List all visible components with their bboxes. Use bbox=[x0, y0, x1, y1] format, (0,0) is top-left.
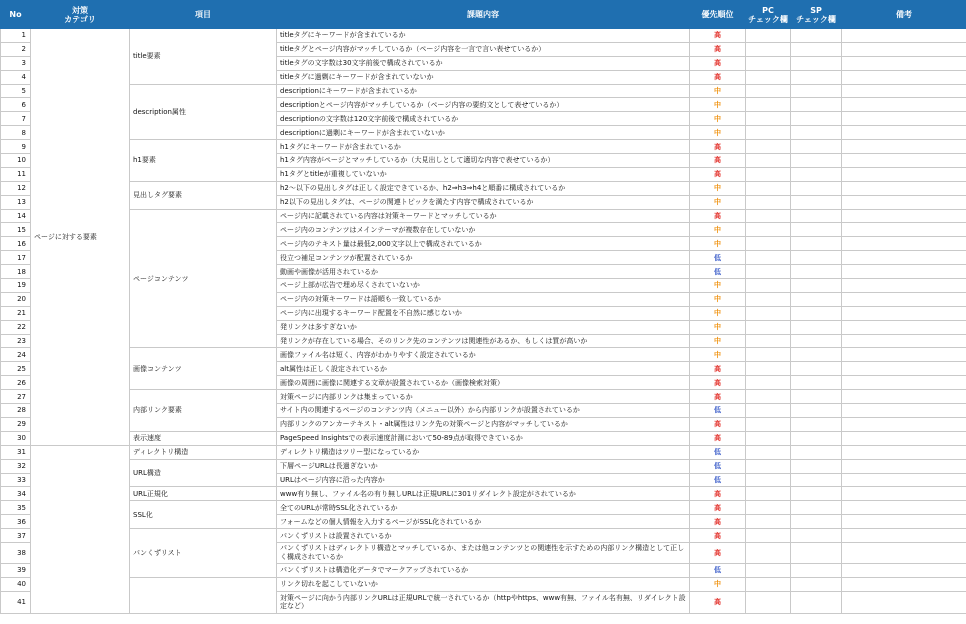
sp-check-cell[interactable] bbox=[791, 279, 842, 293]
content-cell: 役立つ補足コンテンツが配置されているか bbox=[277, 251, 690, 265]
row-number: 16 bbox=[1, 237, 31, 251]
row-number: 24 bbox=[1, 348, 31, 362]
sp-check-cell[interactable] bbox=[791, 542, 842, 563]
row-number: 14 bbox=[1, 209, 31, 223]
note-cell[interactable] bbox=[842, 154, 966, 168]
note-cell[interactable] bbox=[842, 542, 966, 563]
row-number: 39 bbox=[1, 563, 31, 577]
header-pc-line1: PC bbox=[762, 5, 774, 15]
priority-cell: 高 bbox=[690, 362, 746, 376]
sp-check-cell[interactable] bbox=[791, 390, 842, 404]
sp-check-cell[interactable] bbox=[791, 98, 842, 112]
header-no: No bbox=[1, 1, 31, 29]
pc-check-cell[interactable] bbox=[746, 181, 791, 195]
priority-cell: 中 bbox=[690, 223, 746, 237]
note-cell[interactable] bbox=[842, 84, 966, 98]
pc-check-cell[interactable] bbox=[746, 542, 791, 563]
header-item: 項目 bbox=[130, 1, 277, 29]
pc-check-cell[interactable] bbox=[746, 306, 791, 320]
content-cell: サイト内の関連するページのコンテンツ内（メニュー以外）から内部リンクが設置されているか bbox=[277, 404, 690, 418]
pc-check-cell[interactable] bbox=[746, 459, 791, 473]
note-cell[interactable] bbox=[842, 29, 966, 43]
row-number: 20 bbox=[1, 292, 31, 306]
row-number: 12 bbox=[1, 181, 31, 195]
table-row bbox=[1, 431, 966, 445]
priority-cell: 高 bbox=[690, 70, 746, 84]
pc-check-cell[interactable] bbox=[746, 431, 791, 445]
content-cell: パンくずリストはディレクトリ構造とマッチしているか、または他コンテンツとの関連性を示すための内部リンク構造として正しく構成されているか bbox=[277, 542, 690, 563]
row-number: 23 bbox=[1, 334, 31, 348]
sp-check-cell[interactable] bbox=[791, 577, 842, 591]
content-cell: URLはページ内容に沿った内容か bbox=[277, 473, 690, 487]
pc-check-cell[interactable] bbox=[746, 56, 791, 70]
priority-cell: 中 bbox=[690, 84, 746, 98]
row-number: 19 bbox=[1, 279, 31, 293]
pc-check-cell[interactable] bbox=[746, 376, 791, 390]
sp-check-cell[interactable] bbox=[791, 84, 842, 98]
sp-check-cell[interactable] bbox=[791, 29, 842, 43]
sp-check-cell[interactable] bbox=[791, 591, 842, 613]
sp-check-cell[interactable] bbox=[791, 529, 842, 543]
content-cell: titleタグにキーワードが含まれているか bbox=[277, 29, 690, 43]
item-cell: ページコンテンツ bbox=[130, 209, 277, 348]
note-cell[interactable] bbox=[842, 473, 966, 487]
sp-check-cell[interactable] bbox=[791, 348, 842, 362]
priority-cell: 高 bbox=[690, 487, 746, 501]
row-number: 2 bbox=[1, 42, 31, 56]
content-cell: 全てのURLが常時SSL化されているか bbox=[277, 501, 690, 515]
note-cell[interactable] bbox=[842, 195, 966, 209]
note-cell[interactable] bbox=[842, 237, 966, 251]
header-category bbox=[31, 1, 130, 29]
sp-check-cell[interactable] bbox=[791, 126, 842, 140]
priority-cell: 中 bbox=[690, 348, 746, 362]
pc-check-cell[interactable] bbox=[746, 487, 791, 501]
sp-check-cell[interactable] bbox=[791, 334, 842, 348]
item-cell: URL構造 bbox=[130, 459, 277, 487]
item-cell: 表示速度 bbox=[130, 431, 277, 445]
item-cell bbox=[130, 577, 277, 613]
pc-check-cell[interactable] bbox=[746, 98, 791, 112]
note-cell[interactable] bbox=[842, 56, 966, 70]
note-cell[interactable] bbox=[842, 431, 966, 445]
priority-cell: 中 bbox=[690, 306, 746, 320]
priority-cell: 中 bbox=[690, 279, 746, 293]
note-cell[interactable] bbox=[842, 348, 966, 362]
content-cell: h2以下の見出しタグは、ページの関連トピックを満たす内容で構成されているか bbox=[277, 195, 690, 209]
sp-check-cell[interactable] bbox=[791, 112, 842, 126]
pc-check-cell[interactable] bbox=[746, 417, 791, 431]
priority-cell: 低 bbox=[690, 265, 746, 279]
content-cell: descriptionとページ内容がマッチしているか（ページ内容の要約文として表せているか） bbox=[277, 98, 690, 112]
sp-check-cell[interactable] bbox=[791, 487, 842, 501]
item-cell: SSL化 bbox=[130, 501, 277, 529]
note-cell[interactable] bbox=[842, 279, 966, 293]
content-cell: h2～以下の見出しタグは正しく設定できているか、h2⇒h3⇒h4と順番に構成されているか bbox=[277, 181, 690, 195]
sp-check-cell[interactable] bbox=[791, 563, 842, 577]
priority-cell: 高 bbox=[690, 56, 746, 70]
priority-cell: 低 bbox=[690, 404, 746, 418]
pc-check-cell[interactable] bbox=[746, 154, 791, 168]
priority-cell: 低 bbox=[690, 473, 746, 487]
row-number: 26 bbox=[1, 376, 31, 390]
pc-check-cell[interactable] bbox=[746, 445, 791, 459]
priority-cell: 低 bbox=[690, 459, 746, 473]
item-cell: 内部リンク要素 bbox=[130, 390, 277, 432]
header-note: 備考 bbox=[842, 1, 966, 29]
content-cell: titleタグに過剰にキーワードが含まれていないか bbox=[277, 70, 690, 84]
sp-check-cell[interactable] bbox=[791, 181, 842, 195]
priority-cell: 低 bbox=[690, 563, 746, 577]
content-cell: 対策ページに内部リンクは集まっているか bbox=[277, 390, 690, 404]
content-cell: 内部リンクのアンカーテキスト・alt属性はリンク先の対策ページと内容がマッチしているか bbox=[277, 417, 690, 431]
note-cell[interactable] bbox=[842, 126, 966, 140]
row-number: 10 bbox=[1, 154, 31, 168]
note-cell[interactable] bbox=[842, 98, 966, 112]
header-row bbox=[1, 1, 966, 29]
sp-check-cell[interactable] bbox=[791, 362, 842, 376]
pc-check-cell[interactable] bbox=[746, 279, 791, 293]
pc-check-cell[interactable] bbox=[746, 362, 791, 376]
sp-check-cell[interactable] bbox=[791, 292, 842, 306]
sp-check-cell[interactable] bbox=[791, 431, 842, 445]
content-cell: ページ上部が広告で埋め尽くされていないか bbox=[277, 279, 690, 293]
row-number: 13 bbox=[1, 195, 31, 209]
pc-check-cell[interactable] bbox=[746, 591, 791, 613]
category-cell bbox=[31, 445, 130, 613]
header-sp-check bbox=[791, 1, 842, 29]
note-cell[interactable] bbox=[842, 577, 966, 591]
pc-check-cell[interactable] bbox=[746, 348, 791, 362]
content-cell: ページ内の対策キーワードは語順も一致しているか bbox=[277, 292, 690, 306]
priority-cell: 高 bbox=[690, 431, 746, 445]
pc-check-cell[interactable] bbox=[746, 42, 791, 56]
sp-check-cell[interactable] bbox=[791, 223, 842, 237]
note-cell[interactable] bbox=[842, 501, 966, 515]
row-number: 34 bbox=[1, 487, 31, 501]
pc-check-cell[interactable] bbox=[746, 529, 791, 543]
item-cell: 見出しタグ要素 bbox=[130, 181, 277, 209]
table-row bbox=[1, 577, 966, 591]
row-number: 18 bbox=[1, 265, 31, 279]
pc-check-cell[interactable] bbox=[746, 112, 791, 126]
note-cell[interactable] bbox=[842, 404, 966, 418]
row-number: 8 bbox=[1, 126, 31, 140]
note-cell[interactable] bbox=[842, 42, 966, 56]
row-number: 22 bbox=[1, 320, 31, 334]
note-cell[interactable] bbox=[842, 70, 966, 84]
content-cell: 発リンクが存在している場合、そのリンク先のコンテンツは関連性があるか、もしくは質が高いか bbox=[277, 334, 690, 348]
sp-check-cell[interactable] bbox=[791, 140, 842, 154]
row-number: 27 bbox=[1, 390, 31, 404]
content-cell: titleタグとページ内容がマッチしているか（ページ内容を一言で言い表せているか） bbox=[277, 42, 690, 56]
row-number: 25 bbox=[1, 362, 31, 376]
row-number: 3 bbox=[1, 56, 31, 70]
pc-check-cell[interactable] bbox=[746, 320, 791, 334]
row-number: 6 bbox=[1, 98, 31, 112]
priority-cell: 高 bbox=[690, 29, 746, 43]
note-cell[interactable] bbox=[842, 591, 966, 613]
content-cell: titleタグの文字数は30文字前後で構成されているか bbox=[277, 56, 690, 70]
row-number: 35 bbox=[1, 501, 31, 515]
priority-cell: 中 bbox=[690, 334, 746, 348]
pc-check-cell[interactable] bbox=[746, 251, 791, 265]
priority-cell: 高 bbox=[690, 515, 746, 529]
row-number: 33 bbox=[1, 473, 31, 487]
priority-cell: 低 bbox=[690, 251, 746, 265]
note-cell[interactable] bbox=[842, 563, 966, 577]
content-cell: descriptionにキーワードが含まれているか bbox=[277, 84, 690, 98]
table-row bbox=[1, 29, 966, 43]
item-cell: title要素 bbox=[130, 29, 277, 85]
content-cell: フォームなどの個人情報を入力するページがSSL化されているか bbox=[277, 515, 690, 529]
note-cell[interactable] bbox=[842, 417, 966, 431]
content-cell: 画像ファイル名は短く、内容がわかりやすく設定されているか bbox=[277, 348, 690, 362]
priority-cell: 高 bbox=[690, 529, 746, 543]
row-number: 29 bbox=[1, 417, 31, 431]
priority-cell: 高 bbox=[690, 140, 746, 154]
sp-check-cell[interactable] bbox=[791, 154, 842, 168]
row-number: 21 bbox=[1, 306, 31, 320]
content-cell: ページ内のテキスト量は最低2,000文字以上で構成されているか bbox=[277, 237, 690, 251]
priority-cell: 高 bbox=[690, 390, 746, 404]
pc-check-cell[interactable] bbox=[746, 84, 791, 98]
pc-check-cell[interactable] bbox=[746, 223, 791, 237]
table-body bbox=[1, 29, 966, 614]
row-number: 11 bbox=[1, 167, 31, 181]
sp-check-cell[interactable] bbox=[791, 320, 842, 334]
row-number: 32 bbox=[1, 459, 31, 473]
pc-check-cell[interactable] bbox=[746, 126, 791, 140]
note-cell[interactable] bbox=[842, 209, 966, 223]
row-number: 38 bbox=[1, 542, 31, 563]
priority-cell: 中 bbox=[690, 292, 746, 306]
sp-check-cell[interactable] bbox=[791, 445, 842, 459]
priority-cell: 中 bbox=[690, 237, 746, 251]
priority-cell: 高 bbox=[690, 209, 746, 223]
priority-cell: 中 bbox=[690, 98, 746, 112]
header-sp-line2: チェック欄 bbox=[796, 14, 836, 24]
row-number: 4 bbox=[1, 70, 31, 84]
note-cell[interactable] bbox=[842, 140, 966, 154]
note-cell[interactable] bbox=[842, 529, 966, 543]
header-pc-check bbox=[746, 1, 791, 29]
sp-check-cell[interactable] bbox=[791, 306, 842, 320]
sp-check-cell[interactable] bbox=[791, 56, 842, 70]
priority-cell: 高 bbox=[690, 42, 746, 56]
priority-cell: 中 bbox=[690, 112, 746, 126]
content-cell: ディレクトリ構造はツリー型になっているか bbox=[277, 445, 690, 459]
sp-check-cell[interactable] bbox=[791, 473, 842, 487]
sp-check-cell[interactable] bbox=[791, 195, 842, 209]
content-cell: リンク切れを起こしていないか bbox=[277, 577, 690, 591]
sp-check-cell[interactable] bbox=[791, 42, 842, 56]
note-cell[interactable] bbox=[842, 362, 966, 376]
priority-cell: 中 bbox=[690, 195, 746, 209]
priority-cell: 低 bbox=[690, 445, 746, 459]
sp-check-cell[interactable] bbox=[791, 501, 842, 515]
header-pc-line2: チェック欄 bbox=[748, 14, 788, 24]
table-row bbox=[1, 459, 966, 473]
pc-check-cell[interactable] bbox=[746, 195, 791, 209]
note-cell[interactable] bbox=[842, 265, 966, 279]
table-row bbox=[1, 209, 966, 223]
category-cell: ページに対する要素 bbox=[31, 29, 130, 446]
content-cell: www有り無し、ファイル名の有り無しURLは正規URLに301リダイレクト設定がされているか bbox=[277, 487, 690, 501]
priority-cell: 中 bbox=[690, 181, 746, 195]
content-cell: ページ内のコンテンツはメインテーマが複数存在していないか bbox=[277, 223, 690, 237]
priority-cell: 高 bbox=[690, 501, 746, 515]
table-row bbox=[1, 501, 966, 515]
note-cell[interactable] bbox=[842, 223, 966, 237]
priority-cell: 高 bbox=[690, 167, 746, 181]
note-cell[interactable] bbox=[842, 445, 966, 459]
pc-check-cell[interactable] bbox=[746, 473, 791, 487]
sp-check-cell[interactable] bbox=[791, 209, 842, 223]
pc-check-cell[interactable] bbox=[746, 209, 791, 223]
item-cell: パンくずリスト bbox=[130, 529, 277, 578]
content-cell: descriptionに過剰にキーワードが含まれていないか bbox=[277, 126, 690, 140]
priority-cell: 高 bbox=[690, 376, 746, 390]
row-number: 5 bbox=[1, 84, 31, 98]
priority-cell: 中 bbox=[690, 126, 746, 140]
note-cell[interactable] bbox=[842, 376, 966, 390]
sp-check-cell[interactable] bbox=[791, 265, 842, 279]
content-cell: ページ内に記載されている内容は対策キーワードとマッチしているか bbox=[277, 209, 690, 223]
sp-check-cell[interactable] bbox=[791, 417, 842, 431]
table-row bbox=[1, 529, 966, 543]
sp-check-cell[interactable] bbox=[791, 167, 842, 181]
row-number: 28 bbox=[1, 404, 31, 418]
item-cell: h1要素 bbox=[130, 140, 277, 182]
item-cell: 画像コンテンツ bbox=[130, 348, 277, 390]
row-number: 17 bbox=[1, 251, 31, 265]
note-cell[interactable] bbox=[842, 390, 966, 404]
table-row bbox=[1, 445, 966, 459]
row-number: 40 bbox=[1, 577, 31, 591]
sp-check-cell[interactable] bbox=[791, 70, 842, 84]
content-cell: h1タグ内容がページとマッチしているか（大見出しとして適切な内容で表せているか） bbox=[277, 154, 690, 168]
pc-check-cell[interactable] bbox=[746, 515, 791, 529]
priority-cell: 高 bbox=[690, 417, 746, 431]
priority-cell: 中 bbox=[690, 320, 746, 334]
pc-check-cell[interactable] bbox=[746, 577, 791, 591]
header-category-line1: 対策 bbox=[72, 5, 88, 15]
table-row bbox=[1, 181, 966, 195]
header-category-line2: カテゴリ bbox=[64, 14, 96, 24]
sp-check-cell[interactable] bbox=[791, 376, 842, 390]
pc-check-cell[interactable] bbox=[746, 167, 791, 181]
priority-cell: 高 bbox=[690, 154, 746, 168]
row-number: 31 bbox=[1, 445, 31, 459]
priority-cell: 高 bbox=[690, 542, 746, 563]
content-cell: ページ内に出現するキーワード配置を不自然に感じないか bbox=[277, 306, 690, 320]
note-cell[interactable] bbox=[842, 251, 966, 265]
sp-check-cell[interactable] bbox=[791, 404, 842, 418]
sp-check-cell[interactable] bbox=[791, 237, 842, 251]
row-number: 7 bbox=[1, 112, 31, 126]
sp-check-cell[interactable] bbox=[791, 459, 842, 473]
content-cell: h1タグとtitleが重複していないか bbox=[277, 167, 690, 181]
table-row bbox=[1, 84, 966, 98]
note-cell[interactable] bbox=[842, 306, 966, 320]
content-cell: descriptionの文字数は120文字前後で構成されているか bbox=[277, 112, 690, 126]
row-number: 37 bbox=[1, 529, 31, 543]
row-number: 9 bbox=[1, 140, 31, 154]
row-number: 41 bbox=[1, 591, 31, 613]
item-cell: ディレクトリ構造 bbox=[130, 445, 277, 459]
note-cell[interactable] bbox=[842, 334, 966, 348]
row-number: 36 bbox=[1, 515, 31, 529]
content-cell: 発リンクは多すぎないか bbox=[277, 320, 690, 334]
table-row bbox=[1, 390, 966, 404]
row-number: 1 bbox=[1, 29, 31, 43]
item-cell: description属性 bbox=[130, 84, 277, 140]
row-number: 15 bbox=[1, 223, 31, 237]
note-cell[interactable] bbox=[842, 459, 966, 473]
pc-check-cell[interactable] bbox=[746, 237, 791, 251]
pc-check-cell[interactable] bbox=[746, 265, 791, 279]
content-cell: alt属性は正しく設定されているか bbox=[277, 362, 690, 376]
pc-check-cell[interactable] bbox=[746, 501, 791, 515]
pc-check-cell[interactable] bbox=[746, 292, 791, 306]
pc-check-cell[interactable] bbox=[746, 390, 791, 404]
content-cell: 下層ページURLは長過ぎないか bbox=[277, 459, 690, 473]
pc-check-cell[interactable] bbox=[746, 70, 791, 84]
header-content: 課題内容 bbox=[277, 1, 690, 29]
content-cell: 画像の周囲に画像に関連する文章が設置されているか（画像検索対策） bbox=[277, 376, 690, 390]
header-sp-line1: SP bbox=[810, 5, 822, 15]
priority-cell: 高 bbox=[690, 591, 746, 613]
pc-check-cell[interactable] bbox=[746, 334, 791, 348]
note-cell[interactable] bbox=[842, 167, 966, 181]
note-cell[interactable] bbox=[842, 487, 966, 501]
content-cell: PageSpeed Insightsでの表示速度計測において50-89点が取得できているか bbox=[277, 431, 690, 445]
content-cell: h1タグにキーワードが含まれているか bbox=[277, 140, 690, 154]
table-row bbox=[1, 487, 966, 501]
note-cell[interactable] bbox=[842, 515, 966, 529]
note-cell[interactable] bbox=[842, 112, 966, 126]
note-cell[interactable] bbox=[842, 292, 966, 306]
content-cell: パンくずリストは構造化データでマークアップされているか bbox=[277, 563, 690, 577]
pc-check-cell[interactable] bbox=[746, 140, 791, 154]
sp-check-cell[interactable] bbox=[791, 251, 842, 265]
table-row bbox=[1, 348, 966, 362]
pc-check-cell[interactable] bbox=[746, 29, 791, 43]
sp-check-cell[interactable] bbox=[791, 515, 842, 529]
content-cell: 動画や画像が活用されているか bbox=[277, 265, 690, 279]
table-row bbox=[1, 140, 966, 154]
note-cell[interactable] bbox=[842, 181, 966, 195]
pc-check-cell[interactable] bbox=[746, 404, 791, 418]
row-number: 30 bbox=[1, 431, 31, 445]
priority-cell: 中 bbox=[690, 577, 746, 591]
header-priority: 優先順位 bbox=[690, 1, 746, 29]
note-cell[interactable] bbox=[842, 320, 966, 334]
item-cell: URL正規化 bbox=[130, 487, 277, 501]
content-cell: 対策ページに向かう内部リンクURLは正規URLで統一されているか（httpやhttps、www有無、ファイル名有無、リダイレクト設定など） bbox=[277, 591, 690, 613]
content-cell: パンくずリストは設置されているか bbox=[277, 529, 690, 543]
pc-check-cell[interactable] bbox=[746, 563, 791, 577]
